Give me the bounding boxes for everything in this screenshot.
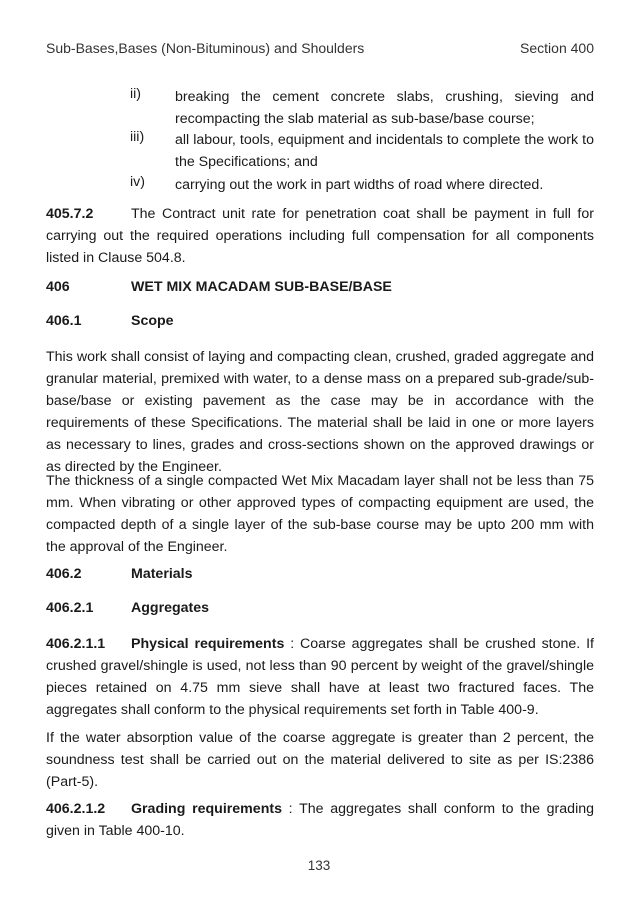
clause-number: 406.2.1.2 (46, 801, 106, 817)
section-number: 406.2.1 (46, 600, 94, 616)
section-title: Aggregates (131, 600, 210, 616)
list-item-text (175, 129, 594, 173)
clause-title: Grading requirements (131, 801, 282, 817)
section-title: Materials (131, 566, 193, 582)
section-title: Scope (131, 313, 174, 329)
list-item-line: all labour, tools, equipment and incidentals to complete the work to (175, 132, 594, 148)
clause-405-7-2 (46, 203, 594, 269)
section-heading-406-2 (46, 563, 594, 585)
list-item-text (175, 86, 594, 130)
section-title: WET MIX MACADAM SUB-BASE/BASE (131, 279, 392, 295)
clause-text: : Coarse aggregates shall be crushed stone. If crushed gravel/shingle is used, not less than 90 percent by weight of the gravel/shingle pieces retained on 4.75 mm sieve shall have at least two fractured faces. The aggregates shall conform to the physical requirements set forth in Table 400-9. (46, 636, 594, 718)
header-section: Section 400 (520, 40, 594, 56)
clause-text: : The aggregates shall conform to the grading given in Table 400-10. (46, 801, 594, 839)
list-item-line: carrying out the work in part widths of road where directed. (175, 177, 544, 193)
clause-title: Physical requirements (131, 636, 285, 652)
section-heading-406-1 (46, 310, 594, 332)
header-title: Sub-Bases,Bases (Non-Bituminous) and Shoulders (46, 40, 365, 56)
page-number: 133 (307, 858, 331, 873)
list-item-line: the Specifications; and (175, 154, 318, 170)
scope-paragraph: This work shall consist of laying and compacting clean, crushed, graded aggregate and granular material, premixed with water, to a dense mass on a prepared sub-grade/sub-base/base or existing pavement as the case may be in accordance with the requirements of these Specifications. The material shall be laid in one or more layers as necessary to lines, grades and cross-sections shown on the approved drawings or as directed by the Engineer. (46, 349, 594, 475)
section-number: 406.1 (46, 313, 82, 329)
clause-number: 406.2.1.1 (46, 636, 106, 652)
list-item-line: breaking the cement concrete slabs, crushing, sieving and (175, 89, 594, 105)
list-item-text (175, 174, 594, 196)
section-heading-406-2-1 (46, 597, 594, 619)
clause-number: 405.7.2 (46, 206, 94, 222)
thickness-paragraph: The thickness of a single compacted Wet Mix Macadam layer shall not be less than 75 mm. When vibrating or other approved types of compacting equipment are used, the compacted depth of a single layer of the sub-base course may be upto 200 mm with the approval of the Engineer. (46, 473, 594, 555)
list-item-line: recompacting the slab material as sub-base/base course; (175, 111, 535, 127)
list-item-number: iv) (130, 174, 145, 190)
list-item-number: ii) (130, 86, 142, 102)
section-heading-406 (46, 276, 594, 298)
clause-406-2-1-1 (46, 633, 594, 721)
list-item-number: iii) (130, 129, 145, 145)
page-header (46, 40, 594, 60)
absorption-paragraph: If the water absorption value of the coarse aggregate is greater than 2 percent, the soundness test shall be carried out on the material delivered to site as per IS:2386 (Part-5). (46, 730, 594, 790)
section-number: 406 (46, 279, 70, 295)
clause-text: The Contract unit rate for penetration coat shall be payment in full for carrying out the required operations including full compensation for all components listed in Clause 504.8. (46, 206, 594, 266)
section-number: 406.2 (46, 566, 82, 582)
clause-406-2-1-2 (46, 798, 594, 842)
